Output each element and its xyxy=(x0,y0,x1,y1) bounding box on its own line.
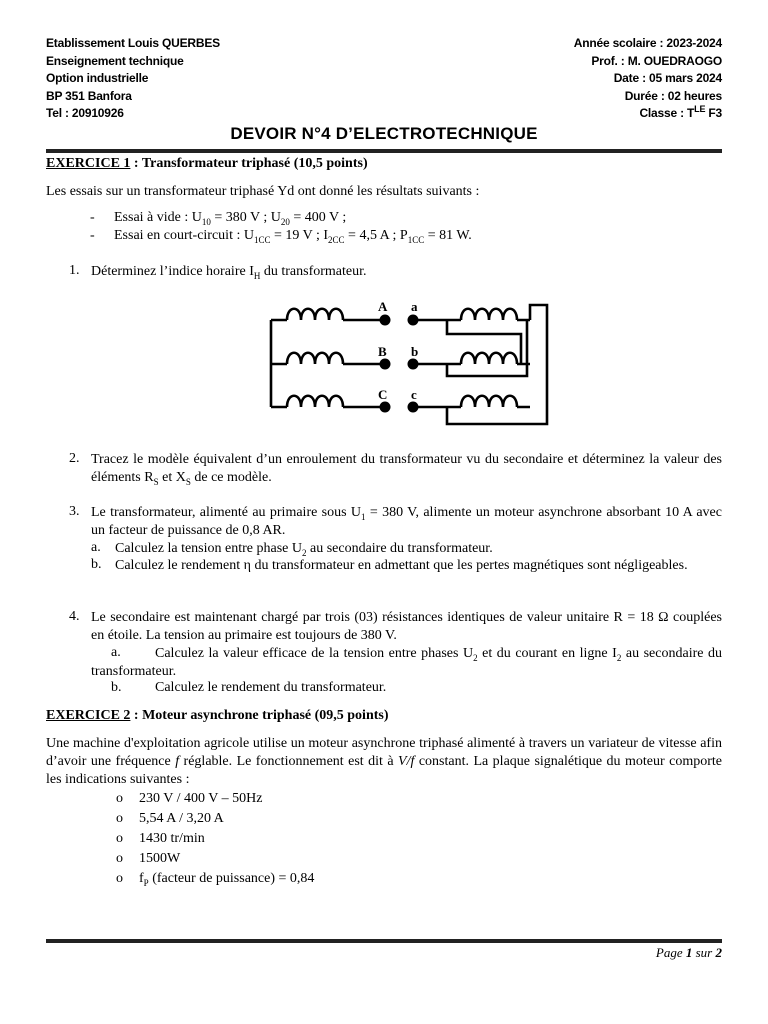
terminal-c: c xyxy=(411,387,417,402)
school-year: Année scolaire : 2023-2024 xyxy=(573,36,722,50)
exam-class: Classe : $T^{LE}$ F3 xyxy=(639,104,722,120)
title-rule xyxy=(46,149,722,153)
terminal-B: B xyxy=(378,344,387,359)
page-title: DEVOIR N°4 D’ELECTROTECHNIQUE xyxy=(230,124,538,143)
school-info xyxy=(46,35,220,123)
nameplate-voltage: 230 V / 400 V – 50Hz xyxy=(139,791,263,806)
ex1-test-short-circuit: - Essai en court-circuit : $U_{1CC} = 19$ V ; $I_{2CC} = 4,5$ A ; $P_{1CC} = 81$ W. xyxy=(90,228,472,245)
teacher: Prof. : M. OUEDRAOGO xyxy=(591,53,722,68)
terminal-a: a xyxy=(411,299,418,314)
q3-text: Le transformateur, alimenté au primaire sous $U_1 = 380$ V, alimente un moteur asynchrone absorbant 10 A avec un facteur de puissance de 0,8 AR. xyxy=(91,505,722,538)
bullet-2: o xyxy=(116,811,123,826)
q4a-label: a. xyxy=(111,645,121,660)
q3a-text: Calculez la tension entre phase $U_2$ au secondaire du transformateur. xyxy=(115,541,493,558)
transformer-coupling-diagram xyxy=(265,296,555,432)
q4-number: 4. xyxy=(69,609,80,624)
school-address: BP 351 Banfora xyxy=(46,88,132,103)
footer-rule xyxy=(46,939,722,943)
page-number: Page 1 sur 2 xyxy=(655,945,722,960)
bullet-1: o xyxy=(116,791,123,806)
nameplate-current: 5,54 A / 3,20 A xyxy=(139,811,224,826)
terminal-C: C xyxy=(378,387,388,402)
bullet-5: o xyxy=(116,871,123,886)
bullet-3: o xyxy=(116,831,123,846)
exercise-2-heading: EXERCICE 2 : Moteur asynchrone triphasé (09,5 points) xyxy=(46,708,389,723)
q4a-text: Calculez la valeur efficace de la tension entre phases $U_2$ et du courant en ligne $I_2$ au secondaire du transformateur. xyxy=(91,646,722,679)
school-option: Option industrielle xyxy=(46,71,149,85)
q3b-text: Calculez le rendement η du transformateur en admettant que les pertes magnétiques sont négligeables. xyxy=(115,558,688,573)
q4-text: Le secondaire est maintenant chargé par trois (03) résistances identiques de valeur unitaire R = 18 Ω couplées en étoile. La tension au primaire est toujours de 380 V. xyxy=(91,610,722,643)
terminal-b: b xyxy=(411,344,419,359)
exam-date: Date : 05 mars 2024 xyxy=(613,71,722,85)
ex1-intro: Les essais sur un transformateur triphasé Yd ont donné les résultats suivants : xyxy=(46,184,480,199)
exam-duration: Durée : 02 heures xyxy=(624,88,722,103)
school-name: Etablissement Louis QUERBES xyxy=(46,36,220,50)
q1-text: Déterminez l’indice horaire $I_H$ du transformateur. xyxy=(91,264,367,281)
nameplate-power-factor: $f_P$ (facteur de puissance) = 0,84 xyxy=(139,871,315,888)
ex2-intro: Une machine d'exploitation agricole utilise un moteur asynchrone triphasé alimenté à travers un variateur de vitesse afin d’avoir une fréquence f réglable. Le fonctionnement est dit à V/f constant. La plaque signalétique du moteur comporte les indications suivantes : xyxy=(46,736,722,787)
q1-number: 1. xyxy=(69,263,80,278)
bullet-4: o xyxy=(116,851,123,866)
exam-info xyxy=(574,35,722,123)
q4b-label: b. xyxy=(111,680,122,695)
ex1-test-no-load: - Essai à vide : $U_{10} = 380$ V ; $U_{20} = 400$ V ; xyxy=(90,210,347,227)
nameplate-speed: 1430 tr/min xyxy=(139,831,205,846)
q3a-label: a. xyxy=(91,540,101,555)
q4b-text: Calculez le rendement du transformateur. xyxy=(155,680,387,695)
q2-text: Tracez le modèle équivalent d’un enroulement du transformateur vu du secondaire et déterminez la valeur des éléments $R_S$ et $X_S$ de ce modèle. xyxy=(91,452,722,487)
terminal-A: A xyxy=(378,299,388,314)
q3-number: 3. xyxy=(69,504,80,519)
q2-number: 2. xyxy=(69,451,80,466)
school-branch: Enseignement technique xyxy=(46,53,184,68)
q3b-label: b. xyxy=(91,557,102,572)
nameplate-power: 1500W xyxy=(139,851,181,866)
school-phone: Tel : 20910926 xyxy=(46,106,124,120)
exercise-1-heading: EXERCICE 1 : Transformateur triphasé (10,5 points) xyxy=(46,156,368,171)
